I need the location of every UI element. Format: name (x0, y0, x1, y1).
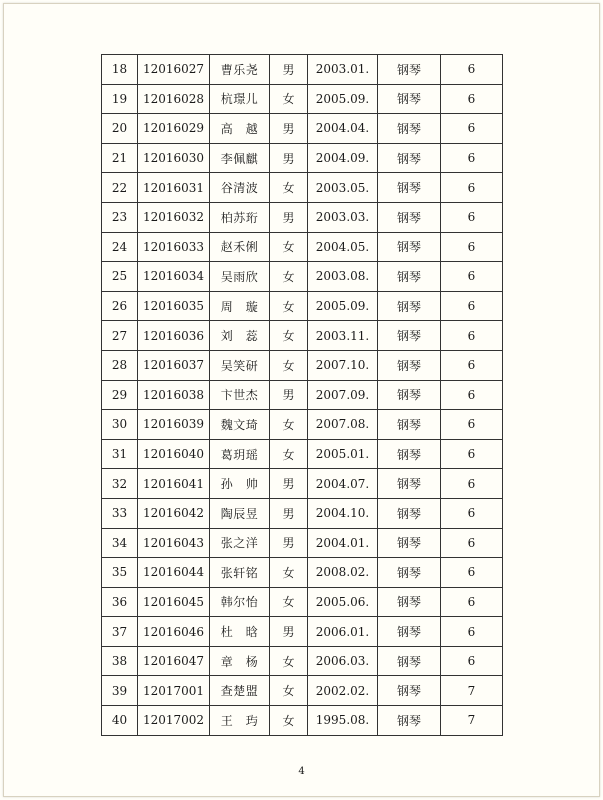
table-row (102, 676, 503, 706)
instrument-cell: 钢琴 (378, 202, 441, 232)
table-row (102, 55, 503, 85)
name-cell: 查楚盟 (210, 676, 270, 706)
student-id-cell: 12016034 (138, 262, 210, 292)
student-id-cell: 12016047 (138, 646, 210, 676)
instrument-cell: 钢琴 (378, 587, 441, 617)
seq-cell: 19 (102, 84, 138, 114)
instrument-cell: 钢琴 (378, 321, 441, 351)
birth-date-cell: 2004.05. (308, 232, 378, 262)
grade-cell: 6 (441, 321, 503, 351)
grade-cell: 6 (441, 380, 503, 410)
student-id-cell: 12016045 (138, 587, 210, 617)
name-cell: 李佩麒 (210, 143, 270, 173)
birth-date-cell: 2006.03. (308, 646, 378, 676)
seq-cell: 33 (102, 498, 138, 528)
seq-cell: 27 (102, 321, 138, 351)
seq-cell: 25 (102, 262, 138, 292)
student-id-cell: 12016036 (138, 321, 210, 351)
instrument-cell: 钢琴 (378, 55, 441, 85)
student-id-cell: 12016033 (138, 232, 210, 262)
instrument-cell: 钢琴 (378, 410, 441, 440)
student-id-cell: 12016032 (138, 202, 210, 232)
birth-date-cell: 2008.02. (308, 558, 378, 588)
student-id-cell: 12016042 (138, 498, 210, 528)
student-id-cell: 12016028 (138, 84, 210, 114)
grade-cell: 6 (441, 143, 503, 173)
gender-cell: 女 (270, 646, 308, 676)
student-id-cell: 12016035 (138, 291, 210, 321)
gender-cell: 女 (270, 232, 308, 262)
seq-cell: 32 (102, 469, 138, 499)
name-cell: 杭璟儿 (210, 84, 270, 114)
gender-cell: 女 (270, 84, 308, 114)
name-cell: 葛玥瑶 (210, 439, 270, 469)
instrument-cell: 钢琴 (378, 498, 441, 528)
student-id-cell: 12016031 (138, 173, 210, 203)
table-row (102, 202, 503, 232)
gender-cell: 男 (270, 528, 308, 558)
student-id-cell: 12016027 (138, 55, 210, 85)
seq-cell: 22 (102, 173, 138, 203)
instrument-cell: 钢琴 (378, 262, 441, 292)
student-id-cell: 12016041 (138, 469, 210, 499)
birth-date-cell: 2004.09. (308, 143, 378, 173)
name-cell: 杜 晗 (210, 617, 270, 647)
grade-cell: 6 (441, 410, 503, 440)
grade-cell: 6 (441, 202, 503, 232)
instrument-cell: 钢琴 (378, 291, 441, 321)
gender-cell: 男 (270, 380, 308, 410)
seq-cell: 30 (102, 410, 138, 440)
seq-cell: 31 (102, 439, 138, 469)
name-cell: 赵禾俐 (210, 232, 270, 262)
birth-date-cell: 2005.09. (308, 291, 378, 321)
grade-cell: 6 (441, 558, 503, 588)
birth-date-cell: 2007.10. (308, 350, 378, 380)
student-id-cell: 12016039 (138, 410, 210, 440)
gender-cell: 女 (270, 321, 308, 351)
grade-cell: 7 (441, 706, 503, 736)
grade-cell: 6 (441, 84, 503, 114)
grade-cell: 6 (441, 617, 503, 647)
grade-cell: 6 (441, 55, 503, 85)
name-cell: 韩尔怡 (210, 587, 270, 617)
grade-cell: 6 (441, 439, 503, 469)
seq-cell: 38 (102, 646, 138, 676)
table-row (102, 321, 503, 351)
grade-cell: 6 (441, 114, 503, 144)
instrument-cell: 钢琴 (378, 143, 441, 173)
grade-cell: 7 (441, 676, 503, 706)
name-cell: 卞世杰 (210, 380, 270, 410)
name-cell: 刘 蕊 (210, 321, 270, 351)
grade-cell: 6 (441, 291, 503, 321)
instrument-cell: 钢琴 (378, 706, 441, 736)
gender-cell: 男 (270, 498, 308, 528)
student-id-cell: 12016046 (138, 617, 210, 647)
table-row (102, 84, 503, 114)
table-row (102, 498, 503, 528)
grade-cell: 6 (441, 646, 503, 676)
seq-cell: 40 (102, 706, 138, 736)
gender-cell: 女 (270, 439, 308, 469)
instrument-cell: 钢琴 (378, 646, 441, 676)
gender-cell: 女 (270, 587, 308, 617)
name-cell: 曹乐尧 (210, 55, 270, 85)
grade-cell: 6 (441, 498, 503, 528)
student-id-cell: 12016037 (138, 350, 210, 380)
table-row (102, 114, 503, 144)
birth-date-cell: 2003.01. (308, 55, 378, 85)
table-row (102, 587, 503, 617)
instrument-cell: 钢琴 (378, 380, 441, 410)
birth-date-cell: 2004.01. (308, 528, 378, 558)
seq-cell: 34 (102, 528, 138, 558)
birth-date-cell: 2003.03. (308, 202, 378, 232)
birth-date-cell: 2007.08. (308, 410, 378, 440)
table-row (102, 350, 503, 380)
instrument-cell: 钢琴 (378, 528, 441, 558)
table-row (102, 173, 503, 203)
instrument-cell: 钢琴 (378, 84, 441, 114)
birth-date-cell: 2004.10. (308, 498, 378, 528)
name-cell: 孙 帅 (210, 469, 270, 499)
table-row (102, 262, 503, 292)
instrument-cell: 钢琴 (378, 173, 441, 203)
instrument-cell: 钢琴 (378, 469, 441, 499)
name-cell: 吴雨欣 (210, 262, 270, 292)
instrument-cell: 钢琴 (378, 232, 441, 262)
birth-date-cell: 2005.09. (308, 84, 378, 114)
grade-cell: 6 (441, 232, 503, 262)
grade-cell: 6 (441, 173, 503, 203)
gender-cell: 女 (270, 676, 308, 706)
student-id-cell: 12016044 (138, 558, 210, 588)
birth-date-cell: 2007.09. (308, 380, 378, 410)
instrument-cell: 钢琴 (378, 558, 441, 588)
roster-body (102, 55, 503, 736)
gender-cell: 男 (270, 202, 308, 232)
name-cell: 谷清波 (210, 173, 270, 203)
table-row (102, 706, 503, 736)
gender-cell: 女 (270, 410, 308, 440)
gender-cell: 女 (270, 262, 308, 292)
name-cell: 吴笑研 (210, 350, 270, 380)
seq-cell: 29 (102, 380, 138, 410)
name-cell: 周 璇 (210, 291, 270, 321)
name-cell: 柏苏珩 (210, 202, 270, 232)
gender-cell: 男 (270, 55, 308, 85)
instrument-cell: 钢琴 (378, 617, 441, 647)
instrument-cell: 钢琴 (378, 676, 441, 706)
instrument-cell: 钢琴 (378, 350, 441, 380)
grade-cell: 6 (441, 528, 503, 558)
birth-date-cell: 2002.02. (308, 676, 378, 706)
seq-cell: 18 (102, 55, 138, 85)
table-row (102, 528, 503, 558)
student-id-cell: 12016040 (138, 439, 210, 469)
page-number: 4 (298, 766, 305, 777)
seq-cell: 28 (102, 350, 138, 380)
instrument-cell: 钢琴 (378, 114, 441, 144)
table-row (102, 617, 503, 647)
grade-cell: 6 (441, 469, 503, 499)
table-row (102, 232, 503, 262)
student-id-cell: 12017001 (138, 676, 210, 706)
seq-cell: 35 (102, 558, 138, 588)
birth-date-cell: 2005.01. (308, 439, 378, 469)
name-cell: 张轩铭 (210, 558, 270, 588)
seq-cell: 39 (102, 676, 138, 706)
name-cell: 王 玙 (210, 706, 270, 736)
birth-date-cell: 2003.11. (308, 321, 378, 351)
birth-date-cell: 2003.05. (308, 173, 378, 203)
table-row (102, 143, 503, 173)
seq-cell: 21 (102, 143, 138, 173)
table-row (102, 646, 503, 676)
seq-cell: 36 (102, 587, 138, 617)
birth-date-cell: 2004.04. (308, 114, 378, 144)
name-cell: 魏文琦 (210, 410, 270, 440)
grade-cell: 6 (441, 262, 503, 292)
student-id-cell: 12016029 (138, 114, 210, 144)
name-cell: 高 越 (210, 114, 270, 144)
gender-cell: 女 (270, 173, 308, 203)
gender-cell: 女 (270, 291, 308, 321)
table-row (102, 558, 503, 588)
birth-date-cell: 1995.08. (308, 706, 378, 736)
name-cell: 张之洋 (210, 528, 270, 558)
gender-cell: 男 (270, 114, 308, 144)
table-row (102, 410, 503, 440)
gender-cell: 女 (270, 558, 308, 588)
gender-cell: 女 (270, 706, 308, 736)
table-row (102, 469, 503, 499)
student-id-cell: 12017002 (138, 706, 210, 736)
table-row (102, 439, 503, 469)
birth-date-cell: 2004.07. (308, 469, 378, 499)
gender-cell: 男 (270, 143, 308, 173)
instrument-cell: 钢琴 (378, 439, 441, 469)
student-id-cell: 12016043 (138, 528, 210, 558)
student-id-cell: 12016030 (138, 143, 210, 173)
grade-cell: 6 (441, 350, 503, 380)
name-cell: 章 杨 (210, 646, 270, 676)
seq-cell: 37 (102, 617, 138, 647)
student-roster-table (101, 54, 503, 736)
gender-cell: 男 (270, 469, 308, 499)
seq-cell: 24 (102, 232, 138, 262)
seq-cell: 23 (102, 202, 138, 232)
seq-cell: 20 (102, 114, 138, 144)
birth-date-cell: 2003.08. (308, 262, 378, 292)
grade-cell: 6 (441, 587, 503, 617)
table-row (102, 291, 503, 321)
name-cell: 陶辰昱 (210, 498, 270, 528)
table-row (102, 380, 503, 410)
gender-cell: 男 (270, 617, 308, 647)
seq-cell: 26 (102, 291, 138, 321)
birth-date-cell: 2006.01. (308, 617, 378, 647)
student-id-cell: 12016038 (138, 380, 210, 410)
birth-date-cell: 2005.06. (308, 587, 378, 617)
gender-cell: 女 (270, 350, 308, 380)
